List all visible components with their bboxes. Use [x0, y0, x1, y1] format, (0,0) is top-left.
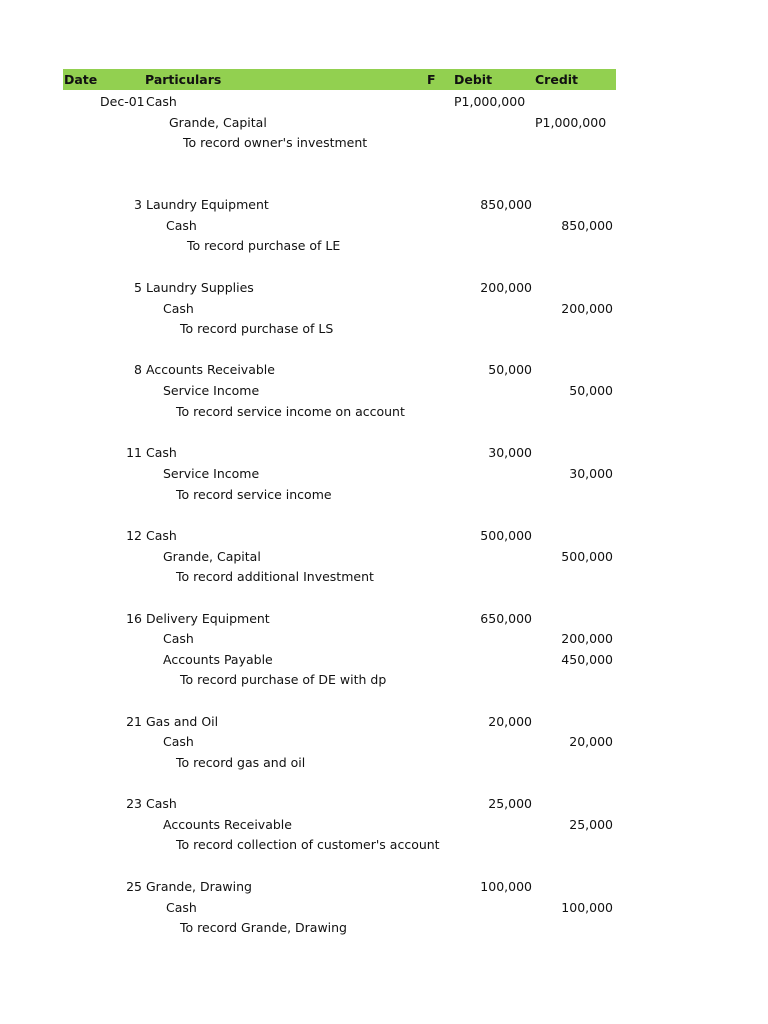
credit-amount: 20,000 — [569, 734, 613, 749]
debit-amount: 25,000 — [488, 796, 532, 811]
header-credit: Credit — [535, 72, 579, 87]
credit-account: Grande, Capital — [163, 549, 261, 564]
entry-date: 23 — [126, 796, 142, 811]
debit-amount: 20,000 — [488, 714, 532, 729]
debit-amount: 850,000 — [480, 197, 532, 212]
entry-date: 11 — [126, 445, 142, 460]
debit-account: Cash — [146, 445, 177, 460]
entry-date: 3 — [134, 197, 142, 212]
debit-account: Delivery Equipment — [146, 611, 270, 626]
debit-account: Cash — [146, 94, 177, 109]
credit-account: Cash — [166, 218, 197, 233]
header-particulars: Particulars — [145, 72, 222, 87]
debit-account: Laundry Supplies — [146, 280, 254, 295]
credit-amount-2: 450,000 — [561, 652, 613, 667]
credit-account: Service Income — [163, 466, 260, 481]
entry-date: 5 — [134, 280, 142, 295]
entry-date: Dec-01 — [100, 94, 145, 109]
entry-date: 8 — [134, 362, 142, 377]
credit-amount: P1,000,000 — [535, 115, 607, 130]
entry-memo: To record owner's investment — [183, 135, 368, 150]
header-row — [63, 69, 616, 90]
entry-memo: To record collection of customer's account — [176, 837, 440, 852]
header-folio: F — [427, 72, 436, 87]
debit-account: Gas and Oil — [146, 714, 219, 729]
entry-memo: To record service income on account — [176, 404, 405, 419]
credit-account: Service Income — [163, 383, 260, 398]
credit-account: Cash — [166, 900, 197, 915]
entry-memo: To record Grande, Drawing — [180, 920, 347, 935]
credit-amount: 200,000 — [561, 631, 613, 646]
credit-account: Cash — [163, 301, 194, 316]
debit-account: Cash — [146, 796, 177, 811]
debit-amount: 100,000 — [480, 879, 532, 894]
entry-memo: To record gas and oil — [176, 755, 306, 770]
debit-account: Laundry Equipment — [146, 197, 269, 212]
credit-account: Cash — [163, 631, 194, 646]
credit-amount: 50,000 — [569, 383, 613, 398]
credit-account: Cash — [163, 734, 194, 749]
credit-account: Grande, Capital — [169, 115, 267, 130]
debit-amount: 50,000 — [488, 362, 532, 377]
header-debit: Debit — [454, 72, 493, 87]
entry-date: 21 — [126, 714, 142, 729]
credit-amount: 500,000 — [561, 549, 613, 564]
debit-amount: P1,000,000 — [454, 94, 526, 109]
debit-amount: 650,000 — [480, 611, 532, 626]
credit-amount: 850,000 — [561, 218, 613, 233]
debit-account: Cash — [146, 528, 177, 543]
debit-account: Grande, Drawing — [146, 879, 252, 894]
credit-amount: 200,000 — [561, 301, 613, 316]
entry-date: 16 — [126, 611, 142, 626]
credit-account: Accounts Receivable — [163, 817, 292, 832]
entry-memo: To record additional Investment — [176, 569, 374, 584]
debit-amount: 200,000 — [480, 280, 532, 295]
credit-amount: 100,000 — [561, 900, 613, 915]
debit-account: Accounts Receivable — [146, 362, 275, 377]
entry-memo: To record purchase of LE — [187, 238, 341, 253]
credit-amount: 25,000 — [569, 817, 613, 832]
entry-date: 25 — [126, 879, 142, 894]
debit-amount: 500,000 — [480, 528, 532, 543]
entry-memo: To record purchase of DE with dp — [180, 672, 387, 687]
credit-account-2: Accounts Payable — [163, 652, 273, 667]
entry-memo: To record purchase of LS — [180, 321, 334, 336]
entry-date: 12 — [126, 528, 142, 543]
entry-memo: To record service income — [176, 487, 332, 502]
credit-amount: 30,000 — [569, 466, 613, 481]
debit-amount: 30,000 — [488, 445, 532, 460]
header-date: Date — [64, 72, 98, 87]
